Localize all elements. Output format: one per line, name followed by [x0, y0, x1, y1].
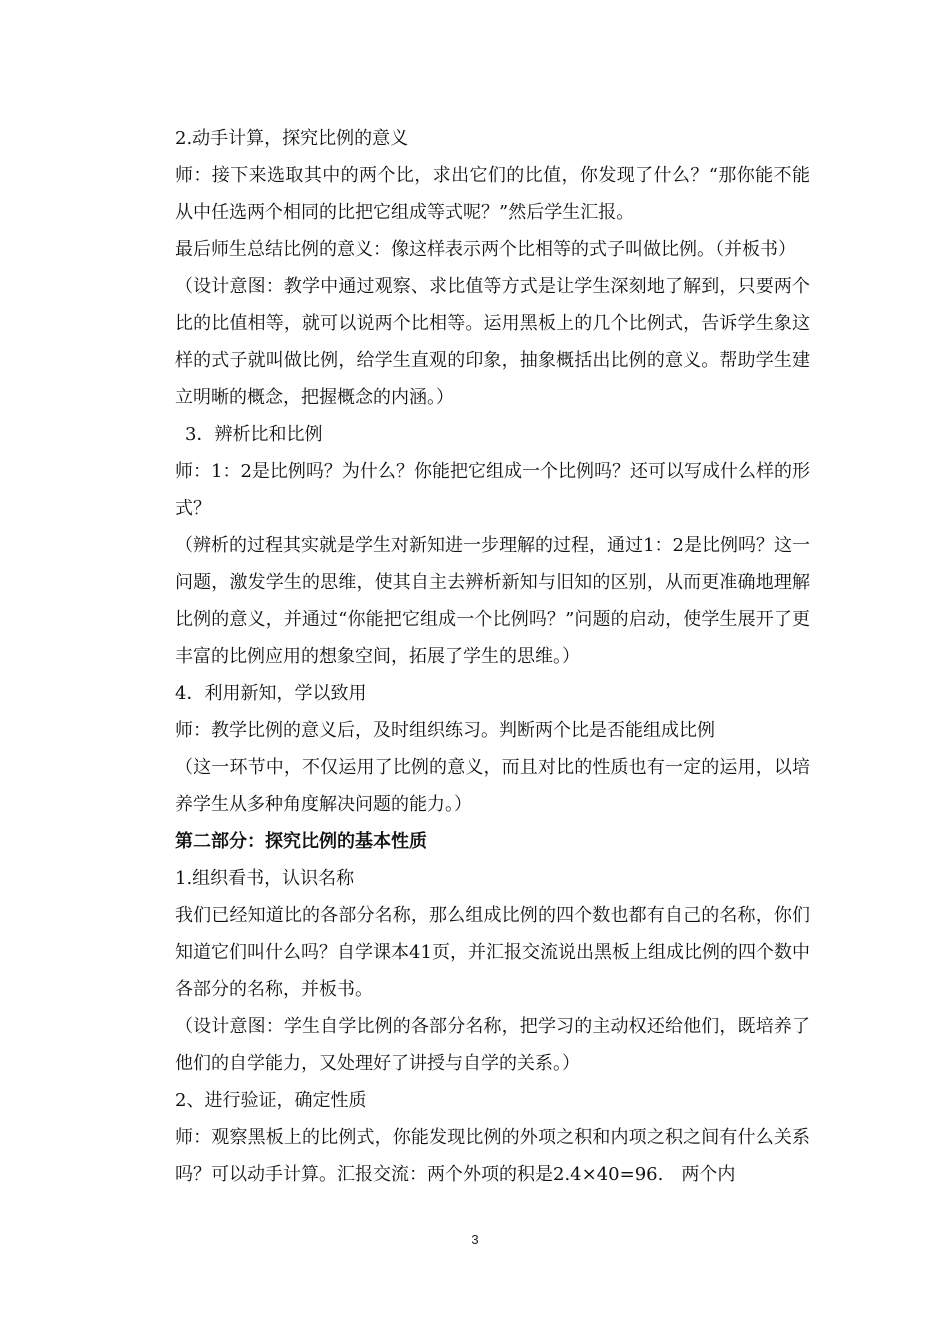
- paragraph: 师：接下来选取其中的两个比，求出它们的比值，你发现了什么？“那你能不能从中任选两个相同的比把它组成等式呢？”然后学生汇报。: [175, 165, 810, 223]
- section-heading-1: 1.组织看书，认识名称: [175, 868, 355, 889]
- paragraph: 我们已经知道比的各部分名称，那么组成比例的四个数也都有自己的名称，你们知道它们叫什么吗？自学课本41页，并汇报交流说出黑板上组成比例的四个数中各部分的名称，并板书。: [175, 905, 810, 1000]
- part-heading: 第二部分：探究比例的基本性质: [175, 831, 427, 852]
- paragraph: （这一环节中，不仅运用了比例的意义，而且对比的性质也有一定的运用，以培养学生从多种角度解决问题的能力。）: [175, 757, 810, 815]
- document-body: [175, 120, 810, 1193]
- paragraph: （辨析的过程其实就是学生对新知进一步理解的过程，通过1：2是比例吗？这一问题，激发学生的思维，使其自主去辨析新知与旧知的区别，从而更准确地理解比例的意义，并通过“你能把它组成一个比例吗？”问题的启动，使学生展开了更丰富的比例应用的想象空间，拓展了学生的思维。）: [175, 535, 810, 667]
- paragraph: （设计意图：教学中通过观察、求比值等方式是让学生深刻地了解到，只要两个比的比值相等，就可以说两个比相等。运用黑板上的几个比例式，告诉学生象这样的式子就叫做比例，给学生直观的印象，抽象概括出比例的意义。帮助学生建立明晰的概念，把握概念的内涵。）: [175, 276, 810, 408]
- section-heading-4: 4．利用新知，学以致用: [175, 683, 367, 704]
- section-heading-2b: 2、进行验证，确定性质: [175, 1090, 367, 1111]
- paragraph: 师：1：2是比例吗？为什么？你能把它组成一个比例吗？还可以写成什么样的形式？: [175, 461, 810, 519]
- section-heading-3: 3．辨析比和比例: [185, 424, 323, 445]
- paragraph: 师：教学比例的意义后，及时组织练习。判断两个比是否能组成比例: [175, 720, 715, 741]
- paragraph: （设计意图：学生自学比例的各部分名称，把学习的主动权还给他们，既培养了他们的自学能力，又处理好了讲授与自学的关系。）: [175, 1016, 810, 1074]
- section-heading-2: 2.动手计算，探究比例的意义: [175, 128, 409, 149]
- page-number: 3: [471, 1232, 479, 1247]
- paragraph: 最后师生总结比例的意义：像这样表示两个比相等的式子叫做比例。（并板书）: [175, 239, 796, 260]
- paragraph: 师：观察黑板上的比例式，你能发现比例的外项之积和内项之积之间有什么关系吗？可以动手计算。汇报交流：两个外项的积是2.4×40=96. 两个内: [175, 1127, 810, 1185]
